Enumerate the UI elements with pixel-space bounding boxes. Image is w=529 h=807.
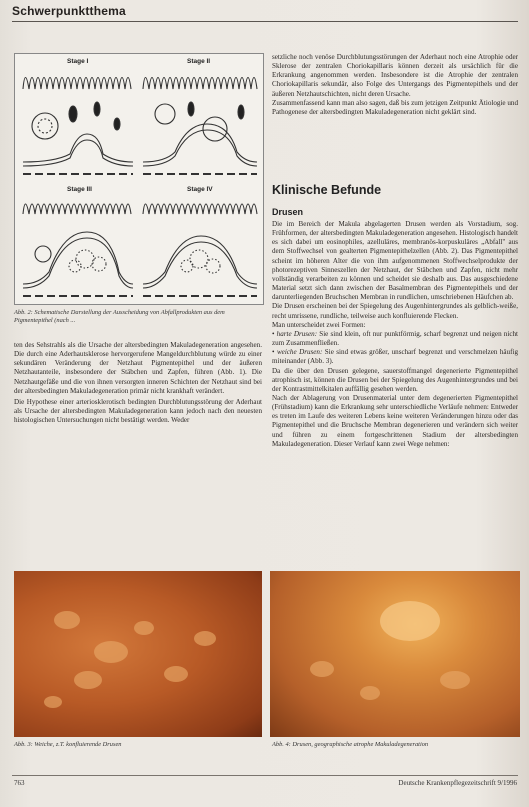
drusen-spot	[74, 671, 102, 689]
drusen-spot	[134, 621, 154, 635]
bullet-term: weiche Drusen:	[276, 348, 323, 357]
inclusion-mark	[114, 118, 120, 130]
fundus-photo-geographic-atrophy	[270, 571, 520, 737]
stage-label: Stage II	[187, 58, 211, 65]
cell-nucleus	[38, 119, 52, 133]
photoreceptor-row-3	[23, 204, 131, 214]
photoreceptor-row-4	[143, 204, 257, 214]
bullet-term: harte Drusen:	[276, 329, 318, 338]
paragraph: Die im Bereich der Makula abgelagerten Drusen werden als Vorstadium, sog. Frühformen, der altersbedingten Makuladegeneration angesehen. Histologisch handelt es sich dabei um eosinophiles, azelluläres, membranös-korpuskuläres „Abfall" aus dem Stoffwechsel von gealterten Pigmentepithelzellen (Abb. 2). Das Pigmentepithel scheint im höheren Alter die von ihm aufgenommenen Stoffwechselprodukte der photorezeptiven Sinneszellen der Netzhaut, der Stäbchen und Zapfen, nicht mehr vollständig verarbeiten zu können und scheidet sie deshalb aus. Das ausgeschiedene Material setzt sich dann zwischen der Basalmembran des Pigmentepithels und der darunterliegenden Bruchschen Membran in rundlichen, umschriebenen Häufchen ab.	[272, 220, 518, 302]
paragraph: ten des Sehstrahls als die Ursache der altersbedingten Makuladegeneration angesehen. Die durch eine Aderhautsklerose hervorgerufene Mangeldurchblutung würde zu einer sekundären Veränderung der Netzhaut Pigmentepithel und der äußeren Netzhautanteile, insbesondere der Stäbchen und Zapfen, führen (Abb. 1). Die Netzhautgefäße und die von ihnen versorgten inneren Schichten der Netzhaut sind bei der altersbedingten Makuladegeneration primär nicht krankhaft verändert.	[14, 341, 262, 395]
inclusion-mark	[238, 105, 244, 119]
drusen-fill	[69, 250, 220, 273]
membrane-inner-4	[143, 242, 257, 288]
section-header: Schwerpunktthema	[12, 4, 126, 18]
page-number: 763	[14, 779, 25, 787]
membrane-bulge-4	[143, 236, 257, 284]
paragraph: Da die über den Drusen gelegene, sauerstoffmangel degenerierte Pigmentepithel atrophisch ist, können die Drusen bei der Spiegelung des Augenhintergrundes und bei der Kontrastmittelkitalen auffällig gesehen werden.	[272, 366, 518, 393]
cell-circle	[155, 104, 175, 124]
cell-circle	[32, 113, 58, 139]
paragraph: Die Hypothese einer arteriosklerotisch bedingten Durchblutungsstörung der Aderhaut als Ursache der altersbedingten Makuladegeneration kann jedoch nach den neuesten histologischen Untersuchungen nicht bestätigt werden. Weder	[14, 397, 262, 425]
subsection-title: Drusen	[272, 207, 304, 217]
paragraph: Nach der Ablagerung von Drusenmaterial unter dem degenerierten Pigmentepithel (Frühstadium) kann die Erkrankung sehr unterschiedliche Verläufe nehmen: Entweder es treten im Laufe des weiteren Lebens keine weiteren Veränderungen hinzu oder das Pigmentepithel und die Bruchsche Membran degenerieren und verändern sich weiter und führen zu einem fortgeschrittenen Stadium der altersbedingten Makuladegeneration. Dieser Verlauf kann zwei Wege nehmen:	[272, 393, 518, 448]
membrane-inner-1	[23, 140, 133, 166]
drusen-spot	[440, 671, 470, 689]
drusen-spot	[194, 631, 216, 646]
bullet-item: • weiche Drusen: Sie sind etwas größer, unscharf begrenzt und verschmelzen häufig miteinander (Abb. 3).	[272, 348, 518, 366]
fundus-photo-soft-drusen	[14, 571, 262, 737]
membrane-bulge-2	[143, 124, 257, 162]
photoreceptor-row-2	[143, 78, 257, 90]
atrophy-area	[380, 601, 440, 641]
drusen-spot	[54, 611, 80, 629]
footer-rule	[12, 775, 518, 776]
paragraph: Zusammenfassend kann man also sagen, daß bis zum jetzigen Zeitpunkt Ätiologie und Pathogenese der altersbedingten Makuladegeneration nicht geklärt sind.	[272, 98, 518, 116]
paragraph: setzliche noch venöse Durchblutungsstörungen der Aderhaut noch eine Atrophie oder Sklerose der zentralen Choriokapillaris können derzeit als ursächlich für die Erkrankung angenommen werden. Insbesondere ist die Atrophie der zentralen Choriokapillaris sekundär, also Folge des Untergangs des Pigmentepithels und der äußeren Netzhautschichten, nicht deren Ursache.	[272, 53, 518, 98]
inclusion-mark	[69, 106, 77, 122]
drusen-spot	[360, 686, 380, 700]
left-text-column	[14, 341, 262, 566]
header-rule	[12, 21, 518, 22]
inclusion-mark	[188, 102, 194, 116]
drusen-spot	[310, 661, 334, 677]
photoreceptor-row-1	[23, 78, 131, 90]
photo-caption-left: Abb. 3: Weiche, z.T. konfluierende Drusen	[14, 741, 122, 748]
drusen-spot	[94, 641, 128, 663]
right-intro-column	[272, 53, 518, 173]
bullet-text: Sie sind etwas größer, unscharf begrenzt und verschmelzen häufig miteinander (Abb. 3).	[272, 348, 518, 366]
figure-caption: Abb. 2: Schematische Darstellung der Ausscheidung von Abfallprodukten aus dem Pigmentepithel (nach ...	[14, 309, 225, 324]
photo-caption-right: Abb. 4: Drusen, geographische atrophe Makuladegeneration	[272, 741, 429, 748]
paragraph: Die Drusen erscheinen bei der Spiegelung des Augenhintergrundes als gelblich-weiße, recht umrissene, rundliche, teilweise auch konfluierende Flecken.	[272, 302, 518, 320]
right-body-column	[272, 220, 518, 565]
journal-name: Deutsche Krankenpflegezeitschrift 9/1996	[398, 779, 517, 787]
cell-circle	[35, 246, 51, 262]
paragraph: Man unterscheidet zwei Formen:	[272, 320, 366, 329]
stage-label: Stage IV	[187, 186, 213, 193]
drusen-stage-diagram	[15, 54, 263, 304]
drusen-spot	[164, 666, 188, 682]
stage-label: Stage III	[67, 186, 92, 193]
bullet-item: • harte Drusen: Sie sind klein, oft nur punktförmig, scharf begrenzt und neigen nicht zum Zusammenfließen.	[272, 329, 518, 348]
section-title: Klinische Befunde	[272, 183, 382, 197]
inclusion-mark	[94, 102, 100, 116]
drusen-spot	[44, 696, 62, 708]
stage-label: Stage I	[67, 58, 89, 65]
bullet-text: Sie sind klein, oft nur punktförmig, scharf begrenzt und neigen nicht zum Zusammenfließen.	[272, 329, 518, 348]
schematic-figure	[14, 53, 264, 305]
